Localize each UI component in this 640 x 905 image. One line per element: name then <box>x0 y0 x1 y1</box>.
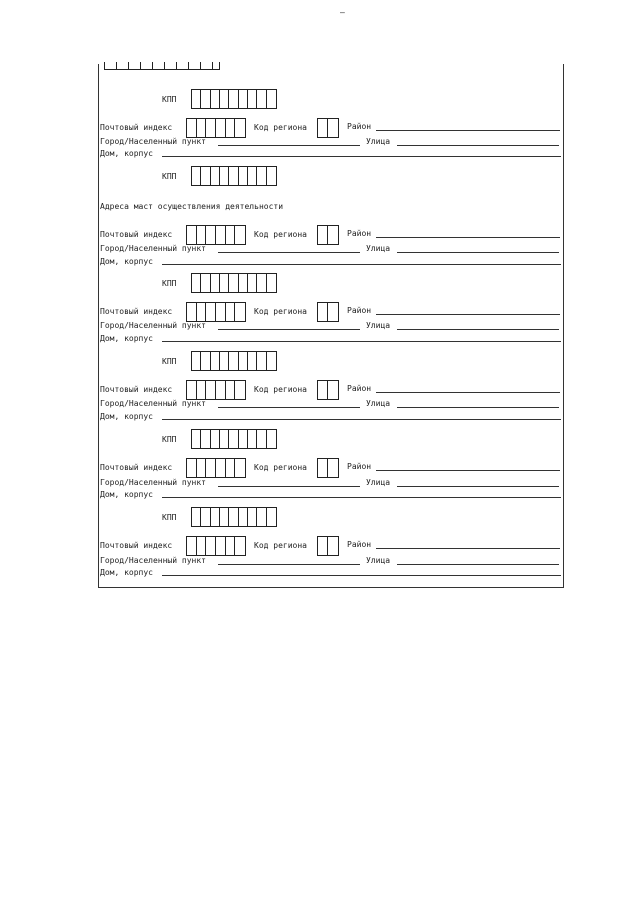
house-line <box>162 419 561 420</box>
region-label: Код региона <box>254 385 307 394</box>
house-line <box>162 575 561 576</box>
postal-cells[interactable] <box>186 225 246 245</box>
cell[interactable] <box>235 381 245 399</box>
cell[interactable] <box>257 90 266 108</box>
form-frame-right <box>563 64 564 588</box>
cell[interactable] <box>248 90 257 108</box>
cell[interactable] <box>192 508 201 526</box>
district-line <box>376 237 560 238</box>
street-line <box>397 329 559 330</box>
places-header: Адреса маст осуществления деятельности <box>100 202 284 211</box>
cell[interactable] <box>206 226 216 244</box>
kpp-cells[interactable] <box>191 273 277 293</box>
kpp-label: КПП <box>162 435 177 444</box>
cell[interactable] <box>192 90 201 108</box>
cell[interactable] <box>220 274 229 292</box>
postal-label: Почтовый индекс <box>100 541 173 550</box>
house-line <box>162 264 561 265</box>
cell[interactable] <box>216 119 226 137</box>
cell[interactable] <box>226 226 236 244</box>
cell[interactable] <box>248 430 257 448</box>
cell[interactable] <box>192 167 201 185</box>
cell[interactable] <box>211 274 220 292</box>
cell[interactable] <box>239 90 248 108</box>
cell[interactable] <box>235 226 245 244</box>
cell[interactable] <box>328 303 338 321</box>
cell[interactable] <box>235 537 245 555</box>
city-label: Город/Населенный пункт <box>100 478 206 487</box>
cell[interactable] <box>226 459 236 477</box>
cell[interactable] <box>187 381 197 399</box>
district-label: Район <box>347 229 372 238</box>
region-label: Код региона <box>254 541 307 550</box>
cell[interactable] <box>211 167 220 185</box>
region-label: Код региона <box>254 230 307 239</box>
cell[interactable] <box>328 226 338 244</box>
cell[interactable] <box>318 226 328 244</box>
postal-label: Почтовый индекс <box>100 385 173 394</box>
cell[interactable] <box>226 381 236 399</box>
cell[interactable] <box>318 381 328 399</box>
cell[interactable] <box>187 537 197 555</box>
cell[interactable] <box>220 430 229 448</box>
cell[interactable] <box>267 508 276 526</box>
cell[interactable] <box>229 430 238 448</box>
cell[interactable] <box>226 537 236 555</box>
kpp-cells[interactable] <box>191 507 277 527</box>
house-label: Дом, корпус <box>100 568 153 577</box>
cell[interactable] <box>257 274 266 292</box>
cell[interactable] <box>267 352 276 370</box>
cell[interactable] <box>235 303 245 321</box>
cell[interactable] <box>328 381 338 399</box>
city-line <box>218 564 360 565</box>
cell[interactable] <box>239 167 248 185</box>
cell[interactable] <box>229 167 238 185</box>
kpp-cells[interactable] <box>191 166 277 186</box>
kpp-label: КПП <box>162 95 177 104</box>
street-line <box>397 486 559 487</box>
cell[interactable] <box>201 167 210 185</box>
cell[interactable] <box>201 352 210 370</box>
postal-cells[interactable] <box>186 380 246 400</box>
cell[interactable] <box>220 352 229 370</box>
region-cells[interactable] <box>317 536 339 556</box>
cell[interactable] <box>267 167 276 185</box>
cell[interactable] <box>187 119 197 137</box>
cell[interactable] <box>206 303 216 321</box>
cell[interactable] <box>216 459 226 477</box>
postal-label: Почтовый индекс <box>100 230 173 239</box>
cell[interactable] <box>197 537 207 555</box>
cell[interactable] <box>220 167 229 185</box>
kpp-cells[interactable] <box>191 351 277 371</box>
cell[interactable] <box>211 508 220 526</box>
cell[interactable] <box>257 430 266 448</box>
postal-cells[interactable] <box>186 458 246 478</box>
street-line <box>397 564 559 565</box>
cell[interactable] <box>187 226 197 244</box>
postal-cells[interactable] <box>186 118 246 138</box>
district-line <box>376 314 560 315</box>
city-line <box>218 252 360 253</box>
cell[interactable] <box>201 274 210 292</box>
form-frame-left <box>98 64 99 588</box>
cell[interactable] <box>201 430 210 448</box>
cell[interactable] <box>248 352 257 370</box>
cell[interactable] <box>187 459 197 477</box>
postal-label: Почтовый индекс <box>100 463 173 472</box>
kpp-label: КПП <box>162 357 177 366</box>
street-label: Улица <box>366 244 391 253</box>
region-cells[interactable] <box>317 458 339 478</box>
cell[interactable] <box>248 274 257 292</box>
cell[interactable] <box>201 90 210 108</box>
district-label: Район <box>347 462 372 471</box>
region-cells[interactable] <box>317 225 339 245</box>
cell[interactable] <box>220 90 229 108</box>
cell[interactable] <box>267 274 276 292</box>
cell[interactable] <box>187 303 197 321</box>
region-cells[interactable] <box>317 118 339 138</box>
street-label: Улица <box>366 321 391 330</box>
cell[interactable] <box>328 119 338 137</box>
city-label: Город/Населенный пункт <box>100 321 206 330</box>
top-cell-strip <box>104 62 220 70</box>
cell[interactable] <box>216 303 226 321</box>
region-label: Код региона <box>254 123 307 132</box>
cell[interactable] <box>197 459 207 477</box>
house-label: Дом, корпус <box>100 149 153 158</box>
cell[interactable] <box>318 537 328 555</box>
district-label: Район <box>347 540 372 549</box>
postal-label: Почтовый индекс <box>100 307 173 316</box>
city-label: Город/Населенный пункт <box>100 137 206 146</box>
house-line <box>162 497 561 498</box>
form-frame-bottom <box>98 587 564 588</box>
cell[interactable] <box>220 508 229 526</box>
region-label: Код региона <box>254 463 307 472</box>
cell[interactable] <box>239 274 248 292</box>
cell[interactable] <box>206 381 216 399</box>
kpp-cells[interactable] <box>191 429 277 449</box>
region-cells[interactable] <box>317 380 339 400</box>
city-line <box>218 145 360 146</box>
city-line <box>218 486 360 487</box>
district-label: Район <box>347 122 372 131</box>
district-line <box>376 548 560 549</box>
cell[interactable] <box>257 352 266 370</box>
district-label: Район <box>347 306 372 315</box>
city-label: Город/Населенный пункт <box>100 244 206 253</box>
cell[interactable] <box>235 459 245 477</box>
cell[interactable] <box>328 459 338 477</box>
cell[interactable] <box>318 119 328 137</box>
cell[interactable] <box>226 303 236 321</box>
cell[interactable] <box>257 167 266 185</box>
cell[interactable] <box>328 537 338 555</box>
cell[interactable] <box>201 508 210 526</box>
cell[interactable] <box>248 508 257 526</box>
street-line <box>397 407 559 408</box>
cell[interactable] <box>211 430 220 448</box>
postal-cells[interactable] <box>186 536 246 556</box>
cell[interactable] <box>216 226 226 244</box>
cell[interactable] <box>192 352 201 370</box>
cell[interactable] <box>318 459 328 477</box>
cell[interactable] <box>229 274 238 292</box>
cell[interactable] <box>192 274 201 292</box>
cell[interactable] <box>257 508 266 526</box>
house-label: Дом, корпус <box>100 412 153 421</box>
cell[interactable] <box>211 90 220 108</box>
postal-cells[interactable] <box>186 302 246 322</box>
cell[interactable] <box>192 430 201 448</box>
cell[interactable] <box>229 352 238 370</box>
cell[interactable] <box>197 303 207 321</box>
house-label: Дом, корпус <box>100 257 153 266</box>
house-label: Дом, корпус <box>100 334 153 343</box>
cell[interactable] <box>239 430 248 448</box>
street-line <box>397 145 559 146</box>
city-line <box>218 329 360 330</box>
kpp-label: КПП <box>162 279 177 288</box>
district-label: Район <box>347 384 372 393</box>
house-line <box>162 156 561 157</box>
kpp-cells[interactable] <box>191 89 277 109</box>
district-line <box>376 130 560 131</box>
kpp-label: КПП <box>162 172 177 181</box>
top-mark: – <box>340 8 345 17</box>
street-label: Улица <box>366 399 391 408</box>
cell[interactable] <box>206 459 216 477</box>
cell[interactable] <box>248 167 257 185</box>
city-line <box>218 407 360 408</box>
cell[interactable] <box>226 119 236 137</box>
cell[interactable] <box>216 381 226 399</box>
cell[interactable] <box>239 352 248 370</box>
cell[interactable] <box>206 119 216 137</box>
cell[interactable] <box>197 226 207 244</box>
district-line <box>376 470 560 471</box>
cell[interactable] <box>197 119 207 137</box>
kpp-label: КПП <box>162 513 177 522</box>
street-line <box>397 252 559 253</box>
cell[interactable] <box>267 90 276 108</box>
postal-label: Почтовый индекс <box>100 123 173 132</box>
street-label: Улица <box>366 137 391 146</box>
house-label: Дом, корпус <box>100 490 153 499</box>
house-line <box>162 341 561 342</box>
cell[interactable] <box>229 508 238 526</box>
cell[interactable] <box>197 381 207 399</box>
cell[interactable] <box>267 430 276 448</box>
street-label: Улица <box>366 478 391 487</box>
cell[interactable] <box>318 303 328 321</box>
region-label: Код региона <box>254 307 307 316</box>
city-label: Город/Населенный пункт <box>100 556 206 565</box>
cell[interactable] <box>239 508 248 526</box>
cell[interactable] <box>216 537 226 555</box>
cell[interactable] <box>235 119 245 137</box>
region-cells[interactable] <box>317 302 339 322</box>
street-label: Улица <box>366 556 391 565</box>
cell[interactable] <box>229 90 238 108</box>
cell[interactable] <box>206 537 216 555</box>
city-label: Город/Населенный пункт <box>100 399 206 408</box>
district-line <box>376 392 560 393</box>
cell[interactable] <box>211 352 220 370</box>
